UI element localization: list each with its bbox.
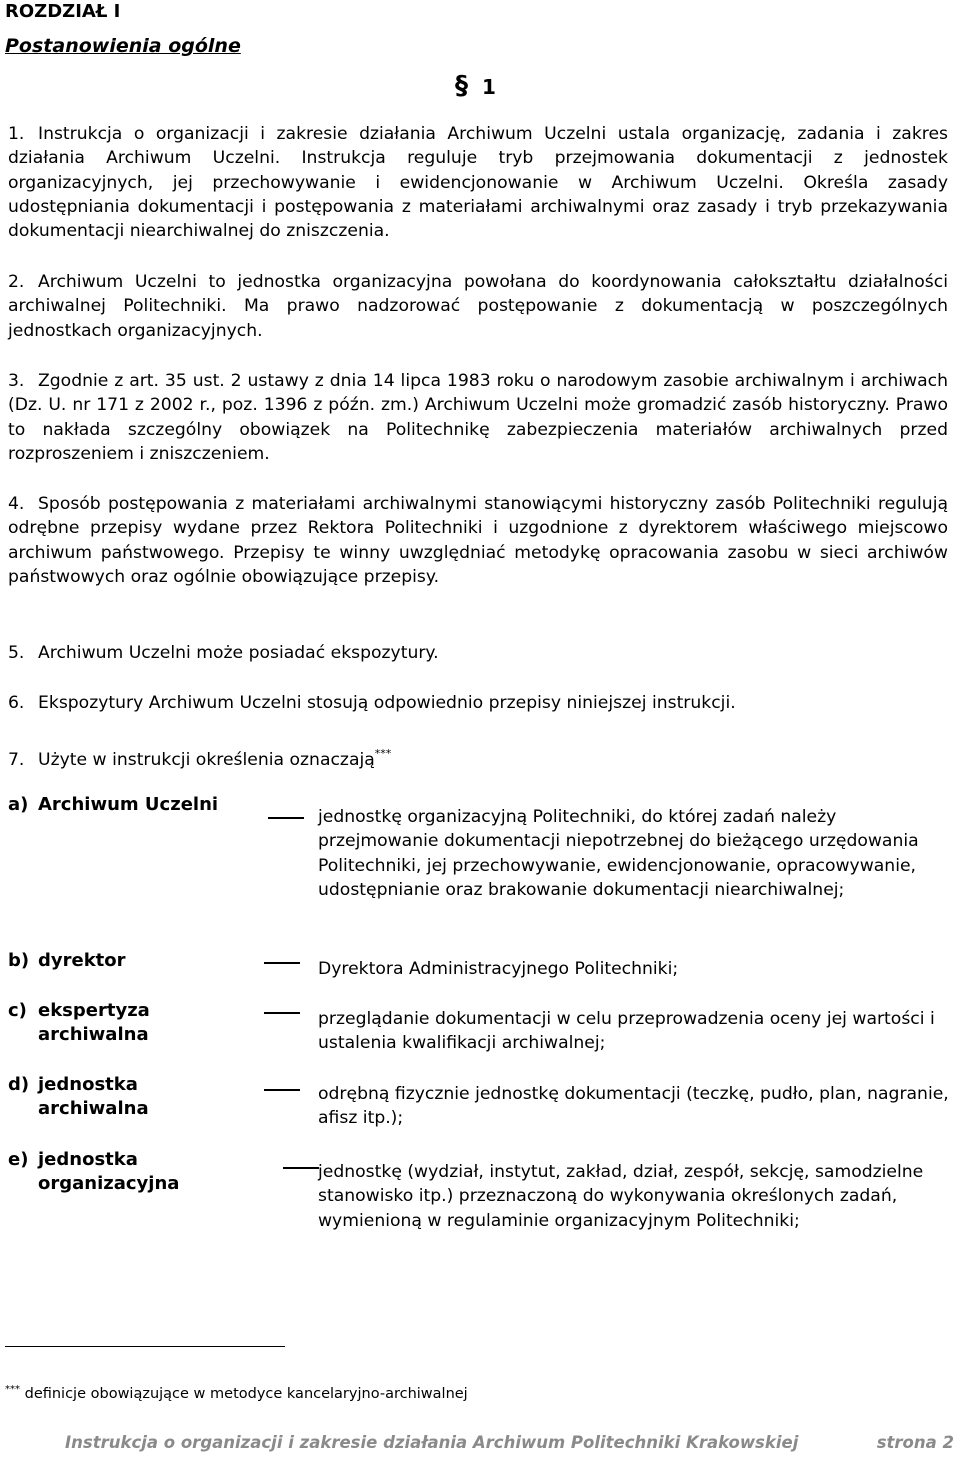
definition-term xyxy=(8,1073,248,1121)
paragraph-text: Instrukcja o organizacji i zakresie działania Archiwum Uczelni ustala organizację, zadania i zakres działania Archiwum Uczelni. Instrukcja reguluje tryb przejmowania dokumentacji z jednostek organizacyjnych, jej przechowywanie i ewidencjonowanie w Archiwum Uczelni. Określa zasady udostępniania dokumentacji i postępowania z materiałami archiwalnymi oraz zasady i tryb przekazywania dokumentacji niearchiwalnej do zniszczenia. xyxy=(8,124,948,242)
paragraph-4 xyxy=(8,492,948,589)
paragraph-number: 4. xyxy=(8,494,25,514)
paragraph-text: Zgodnie z art. 35 ust. 2 ustawy z dnia 14 lipca 1983 roku o narodowym zasobie archiwalnym i archiwach (Dz. U. nr 171 z 2002 r., poz. 1396 z późn. zm.) Archiwum Uczelni może gromadzić zasób historyczny. Prawo to nakłada szczególny obowiązek na Politechnikę zabezpieczenia materiałów archiwalnych przed rozproszeniem i zniszczeniem. xyxy=(8,371,948,464)
footnote-reference: *** xyxy=(374,747,392,760)
paragraph-6 xyxy=(8,691,948,715)
page-footer xyxy=(65,1432,960,1454)
paragraph-number: 5. xyxy=(8,643,25,663)
definition-term xyxy=(8,1148,248,1196)
paragraph-1 xyxy=(8,122,948,243)
paragraph-number: 3. xyxy=(8,371,25,391)
footnote-separator xyxy=(5,1346,285,1347)
definition-text: jednostkę (wydział, instytut, zakład, dział, zespół, sekcję, samodzielne stanowisko itp.) przeznaczoną do wykonywania określonych zadań, wymienioną w regulaminie organizacyjnym Politechniki; xyxy=(318,1162,924,1231)
paragraph-text: Ekspozytury Archiwum Uczelni stosują odpowiednio przepisy niniejszej instrukcji. xyxy=(38,693,736,713)
definition-dash xyxy=(264,1012,300,1014)
definition-text: jednostkę organizacyjną Politechniki, do której zadań należy przejmowanie dokumentacji niepotrzebnej do bieżącego urzędowania Politechniki, jej przechowywanie, ewidencjonowanie, opracowywanie, udostępnianie oraz brakowanie dokumentacji niearchiwalnej; xyxy=(318,807,919,900)
definition-dash xyxy=(283,1167,319,1169)
paragraph-3 xyxy=(8,369,948,466)
definition-term-text: jednostka archiwalna xyxy=(38,1074,149,1119)
definition-text: przeglądanie dokumentacji w celu przeprowadzenia oceny jej wartości i ustalenia kwalifikacji archiwalnej; xyxy=(318,1009,935,1054)
definition-dash xyxy=(264,1089,300,1091)
definition-term-text: ekspertyza archiwalna xyxy=(38,1000,150,1045)
paragraph-text: Sposób postępowania z materiałami archiwalnymi stanowiącymi historyczny zasób Politechniki regulują odrębne przepisy wydane przez Rektora Politechniki i uzgodnione z dyrektorem właściwego miejscowo archiwum państwowego. Przepisy te winny uwzględniać metodykę opracowania zasobu w sieci archiwów państwowych oraz ogólnie obowiązujące przepisy. xyxy=(8,494,948,587)
paragraph-number: 2. xyxy=(8,272,25,292)
footnote-mark: *** xyxy=(5,1384,20,1395)
definition-term xyxy=(8,793,248,817)
definition-letter: e) xyxy=(8,1149,29,1170)
paragraph-number: 7. xyxy=(8,750,25,770)
paragraph-7 xyxy=(8,742,948,772)
paragraph-number: 6. xyxy=(8,693,25,713)
definition-term-text: jednostka organizacyjna xyxy=(38,1149,180,1194)
section-subtitle: Postanowienia ogólne xyxy=(5,35,241,57)
paragraph-sign: § xyxy=(455,71,468,101)
paragraph-5 xyxy=(8,641,948,665)
chapter-heading: ROZDZIAŁ I xyxy=(5,1,121,22)
definition-dash xyxy=(264,962,300,964)
page-number: strona 2 xyxy=(876,1433,954,1452)
footnote-text: definicje obowiązujące w metodyce kancelaryjno-archiwalnej xyxy=(24,1386,468,1402)
definition-letter: a) xyxy=(8,794,29,815)
definition-term xyxy=(8,949,248,973)
paragraph-2 xyxy=(8,270,948,343)
definition-text: odrębną fizycznie jednostkę dokumentacji (teczkę, pudło, plan, nagranie, afisz itp.); xyxy=(318,1084,949,1129)
definition-text: Dyrektora Administracyjnego Politechniki; xyxy=(318,959,679,979)
definition-term-text: Archiwum Uczelni xyxy=(38,794,219,815)
definition-letter: c) xyxy=(8,1000,27,1021)
footer-title: Instrukcja o organizacji i zakresie działania Archiwum Politechniki Krakowskiej xyxy=(65,1433,799,1452)
definition-letter: d) xyxy=(8,1074,30,1095)
definition-letter: b) xyxy=(8,950,30,971)
paragraph-heading xyxy=(455,71,496,101)
paragraph-text: Archiwum Uczelni może posiadać ekspozytury. xyxy=(38,643,439,663)
definition-term-text: dyrektor xyxy=(38,950,126,971)
paragraph-number: 1 xyxy=(482,75,496,99)
definition-dash xyxy=(268,817,304,819)
paragraph-text: Użyte w instrukcji określenia oznaczają xyxy=(38,750,375,770)
definition-term xyxy=(8,999,248,1047)
footnote xyxy=(5,1380,468,1404)
paragraph-text: Archiwum Uczelni to jednostka organizacyjna powołana do koordynowania całokształtu działalności archiwalnej Politechniki. Ma prawo nadzorować postępowanie z dokumentacją w poszczególnych jednostkach organizacyjnych. xyxy=(8,272,948,341)
paragraph-number: 1. xyxy=(8,124,25,144)
